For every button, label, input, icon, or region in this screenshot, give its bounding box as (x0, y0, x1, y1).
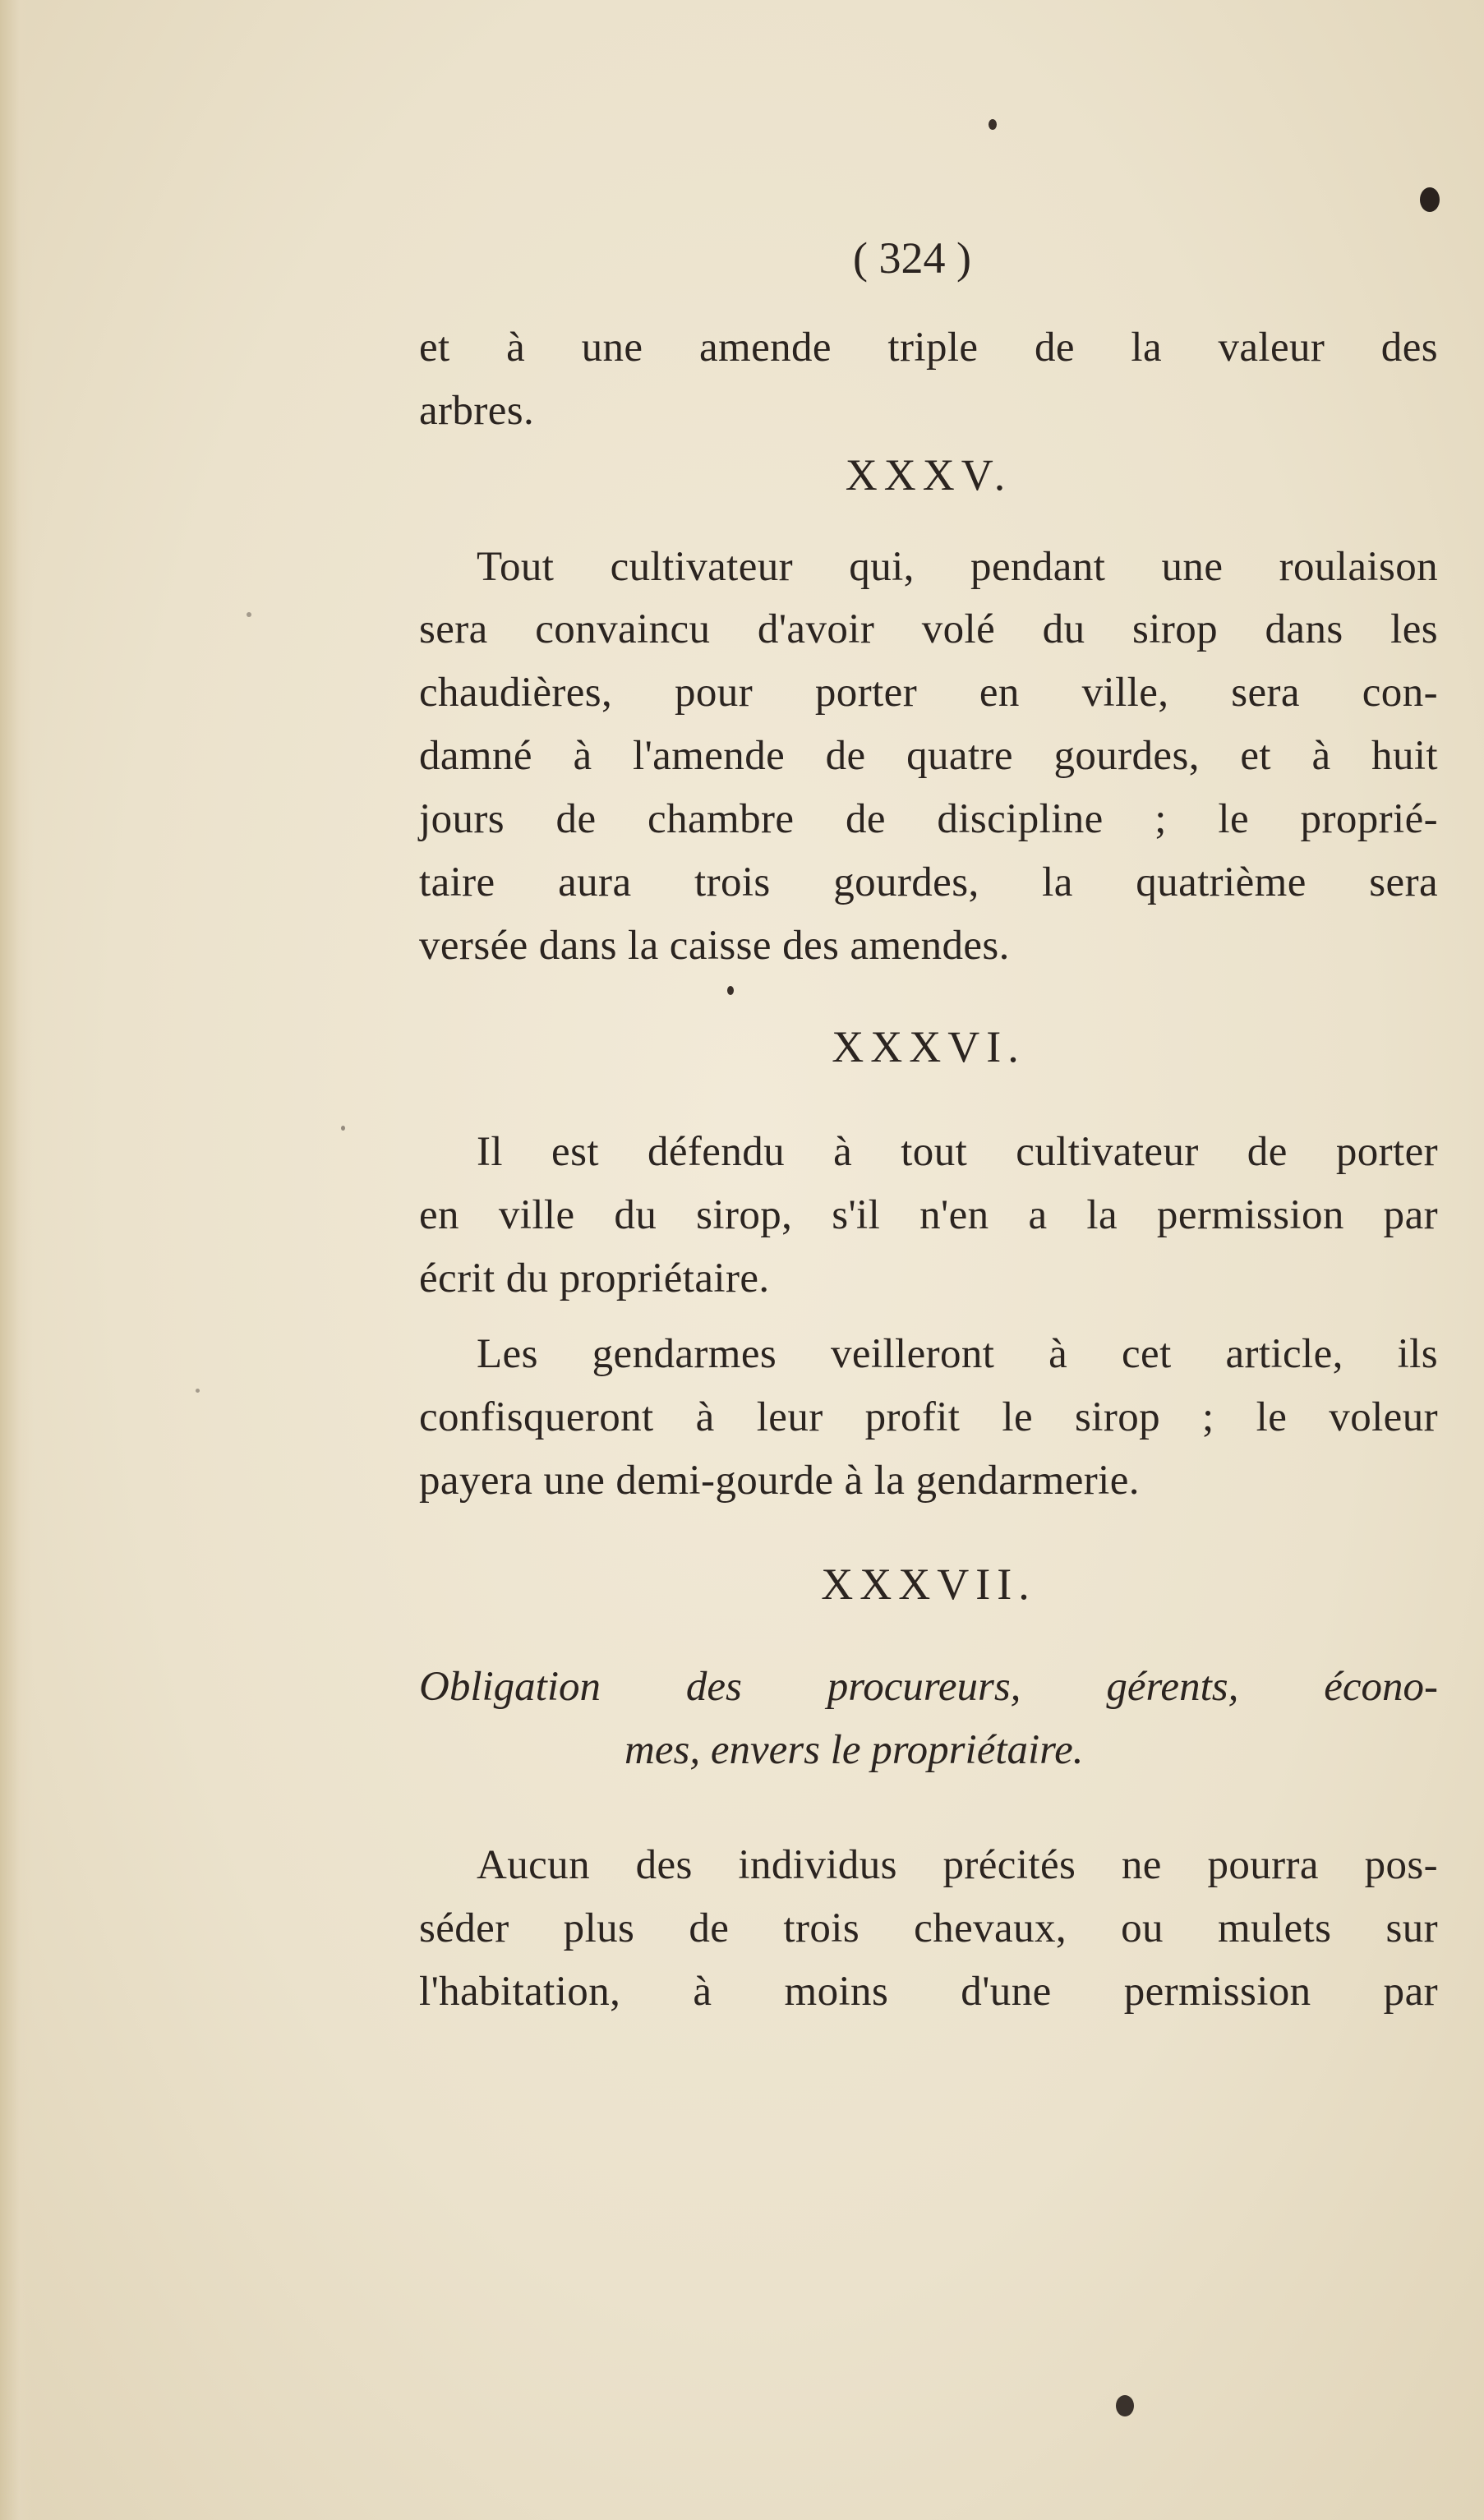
ink-speck (247, 612, 251, 617)
page-number: ( 324 ) (853, 233, 971, 283)
text-line: damné à l'amende de quatre gourdes, et à huit (419, 733, 1438, 779)
text-line: Les gendarmes veilleront à cet article, ils (477, 1331, 1438, 1377)
ink-speck (727, 986, 734, 995)
text-line: taire aura trois gourdes, la quatrième sera (419, 859, 1438, 905)
article-subtitle-line: mes, envers le propriétaire. (624, 1727, 1084, 1773)
text-line: confisqueront à leur profit le sirop ; le voleur (419, 1394, 1438, 1440)
text-line: arbres. (419, 388, 535, 434)
text-line: versée dans la caisse des amendes. (419, 923, 1010, 969)
page-gutter-shadow (0, 0, 33, 2520)
text-line: séder plus de trois chevaux, ou mulets sur (419, 1905, 1438, 1951)
text-line: Tout cultivateur qui, pendant une roulaison (477, 544, 1438, 590)
text-line: et à une amende triple de la valeur des (419, 325, 1438, 371)
text-line: jours de chambre de discipline ; le proprié- (419, 796, 1438, 842)
text-line: payera une demi-gourde à la gendarmerie. (419, 1458, 1140, 1504)
text-line: Aucun des individus précités ne pourra pos- (477, 1842, 1438, 1888)
ink-speck (989, 119, 997, 130)
text-line: en ville du sirop, s'il n'en a la permission par (419, 1192, 1438, 1238)
ink-blot (1116, 2395, 1134, 2416)
text-line: sera convaincu d'avoir volé du sirop dans les (419, 606, 1438, 652)
text-line: chaudières, pour porter en ville, sera con- (419, 670, 1438, 716)
ink-speck (196, 1389, 200, 1393)
ink-speck (341, 1126, 345, 1131)
ink-blot (1420, 187, 1440, 212)
text-line: l'habitation, à moins d'une permission par (419, 1969, 1438, 2015)
text-line: écrit du propriétaire. (419, 1255, 770, 1301)
article-heading-xxxvii: XXXVII. (821, 1559, 1036, 1609)
article-heading-xxxvi: XXXVI. (832, 1022, 1025, 1071)
text-line: Il est défendu à tout cultivateur de porter (477, 1129, 1438, 1175)
article-subtitle-line: Obligation des procureurs, gérents, écono- (419, 1664, 1438, 1710)
article-heading-xxxv: XXXV. (845, 450, 1012, 500)
